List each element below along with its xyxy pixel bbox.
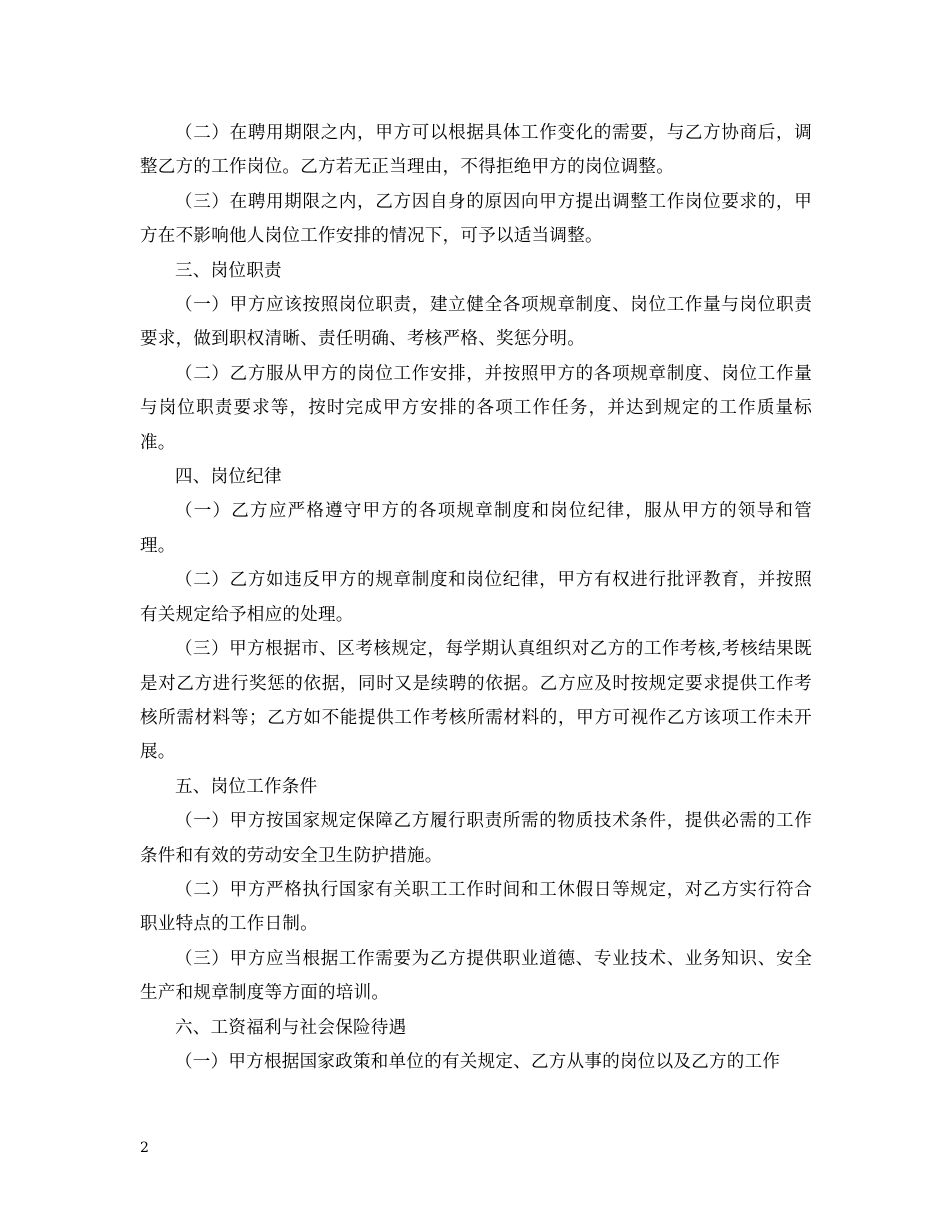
- clause-paragraph: （二）乙方如违反甲方的规章制度和岗位纪律，甲方有权进行批评教育，并按照有关规定给予相应的处理。: [140, 570, 812, 625]
- clause-paragraph: （一）乙方应严格遵守甲方的各项规章制度和岗位纪律，服从甲方的领导和管理。: [140, 501, 812, 556]
- section-heading: 三、岗位职责: [175, 260, 282, 281]
- clause-paragraph: （一）甲方应该按照岗位职责，建立健全各项规章制度、岗位工作量与岗位职责要求，做到职权清晰、责任明确、考核严格、奖惩分明。: [140, 295, 812, 350]
- clause-paragraph: （二）在聘用期限之内，甲方可以根据具体工作变化的需要，与乙方协商后，调整乙方的工作岗位。乙方若无正当理由，不得拒绝甲方的岗位调整。: [140, 123, 812, 178]
- clause-paragraph: （一）甲方根据国家政策和单位的有关规定、乙方从事的岗位以及乙方的工作: [175, 1051, 781, 1072]
- clause-paragraph: （二）甲方严格执行国家有关职工工作时间和工休假日等规定，对乙方实行符合职业特点的工作日制。: [140, 879, 812, 935]
- page-number: 2: [140, 1140, 149, 1156]
- clause-paragraph: （三）甲方根据市、区考核规定，每学期认真组织对乙方的工作考核,考核结果既是对乙方进行奖惩的依据，同时又是续聘的依据。乙方应及时按规定要求提供工作考核所需材料等；乙方如不能提供工作考核所需材料的，甲方可视作乙方该项工作未开展。: [140, 639, 812, 763]
- clause-paragraph: （一）甲方按国家规定保障乙方履行职责所需的物质技术条件，提供必需的工作条件和有效的劳动安全卫生防护措施。: [140, 811, 812, 866]
- section-heading: 五、岗位工作条件: [175, 776, 318, 797]
- clause-paragraph: （三）在聘用期限之内，乙方因自身的原因向甲方提出调整工作岗位要求的，甲方在不影响他人岗位工作安排的情况下，可予以适当调整。: [140, 191, 812, 247]
- clause-paragraph: （三）甲方应当根据工作需要为乙方提供职业道德、专业技术、业务知识、安全生产和规章制度等方面的培训。: [140, 948, 812, 1004]
- section-heading: 四、岗位纪律: [175, 467, 282, 488]
- clause-paragraph: （二）乙方服从甲方的岗位工作安排，并按照甲方的各项规章制度、岗位工作量与岗位职责要求等，按时完成甲方安排的各项工作任务，并达到规定的工作质量标准。: [140, 363, 812, 453]
- document-body: [140, 116, 812, 1079]
- section-heading: 六、工资福利与社会保险待遇: [175, 1017, 407, 1038]
